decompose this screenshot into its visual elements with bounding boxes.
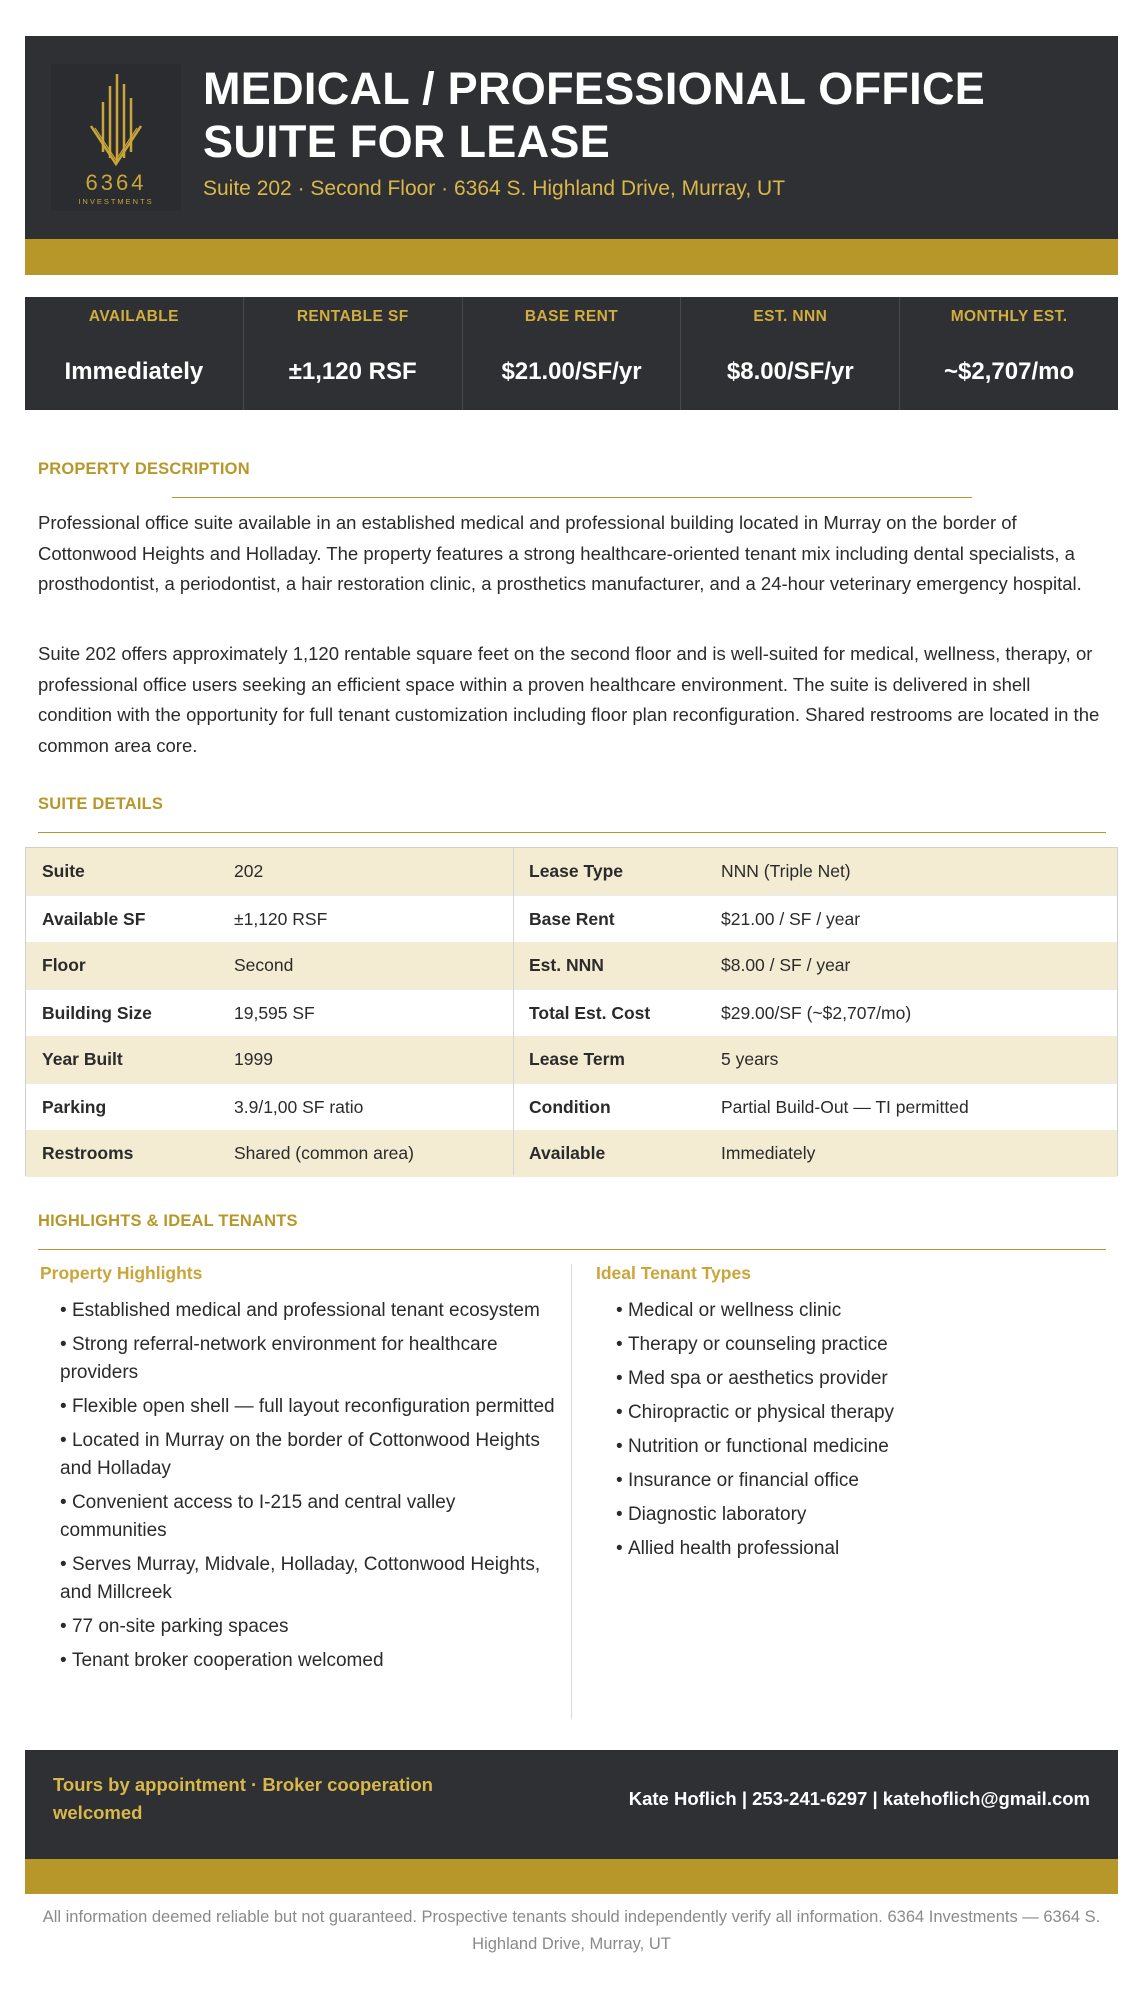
column-divider [571, 1264, 572, 1719]
detail-value: 1999 [234, 1049, 273, 1069]
detail-key: Available SF [42, 909, 146, 929]
section-divider [38, 832, 1106, 833]
table-row [26, 989, 1117, 1038]
header-accent-bar [25, 239, 1118, 275]
contact-info: Kate Hoflich | 253-241-6297 | katehoflich@gmail.com [628, 1788, 1090, 1809]
detail-key: Total Est. Cost [529, 1003, 651, 1023]
detail-key: Restrooms [42, 1143, 134, 1163]
list-item: • Strong referral-network environment for healthcare providers [60, 1331, 562, 1387]
section-heading-description: PROPERTY DESCRIPTION [38, 460, 250, 478]
detail-key: Year Built [42, 1049, 123, 1069]
list-item: • Tenant broker cooperation welcomed [60, 1647, 562, 1675]
detail-value: $29.00/SF (~$2,707/mo) [721, 1003, 912, 1023]
list-item: • Med spa or aesthetics provider [616, 1365, 1096, 1393]
table-row [26, 1036, 1117, 1083]
table-row [26, 942, 1117, 989]
detail-key: Lease Type [529, 861, 624, 881]
detail-value: 3.9/1,00 SF ratio [234, 1097, 364, 1117]
stat-rentable-sf [244, 297, 463, 410]
detail-key: Condition [529, 1097, 611, 1117]
key-stats-bar [25, 297, 1118, 410]
list-item: • Serves Murray, Midvale, Holladay, Cottonwood Heights, and Millcreek [60, 1551, 562, 1607]
detail-key: Building Size [42, 1003, 152, 1023]
detail-key: Lease Term [529, 1049, 625, 1069]
ideal-tenants-list [616, 1297, 1096, 1569]
list-item: • Nutrition or functional medicine [616, 1433, 1096, 1461]
stat-value: $21.00/SF/yr [501, 358, 642, 385]
list-item: • Convenient access to I-215 and central valley communities [60, 1489, 562, 1545]
list-item: • Established medical and professional tenant ecosystem [60, 1297, 562, 1325]
detail-key: Floor [42, 955, 86, 975]
list-item: • Chiropractic or physical therapy [616, 1399, 1096, 1427]
disclaimer: All information deemed reliable but not guaranteed. Prospective tenants should independently verify all information. 6364 Investments — 6364 S. Highland Drive, Murray, UT [42, 1908, 1101, 1953]
detail-value: Partial Build-Out — TI permitted [721, 1097, 969, 1117]
detail-value: Second [234, 955, 294, 975]
section-divider [172, 497, 972, 498]
stat-value: Immediately [64, 358, 204, 385]
logo [51, 64, 181, 211]
stat-label: EST. NNN [753, 308, 828, 325]
stat-value: ±1,120 RSF [288, 358, 417, 385]
highlights-list [60, 1297, 562, 1681]
list-item: • 77 on-site parking spaces [60, 1613, 562, 1641]
detail-value: $21.00 / SF / year [721, 909, 861, 929]
footer-accent-bar [25, 1859, 1118, 1894]
contact-footer [25, 1750, 1118, 1859]
detail-value: Shared (common area) [234, 1143, 414, 1163]
detail-key: Base Rent [529, 909, 615, 929]
page-subtitle: Suite 202 · Second Floor · 6364 S. Highland Drive, Murray, UT [203, 177, 786, 200]
table-row [26, 848, 1117, 895]
list-item: • Therapy or counseling practice [616, 1331, 1096, 1359]
detail-key: Parking [42, 1097, 107, 1117]
highlights-column-title: Property Highlights [40, 1263, 203, 1283]
logo-number: 6364 [85, 170, 147, 195]
section-divider [38, 1249, 1106, 1250]
list-item: • Medical or wellness clinic [616, 1297, 1096, 1325]
stat-label: RENTABLE SF [296, 308, 409, 325]
list-item: • Flexible open shell — full layout reconfiguration permitted [60, 1393, 562, 1421]
stat-label: AVAILABLE [88, 308, 179, 325]
stat-label: MONTHLY EST. [950, 308, 1068, 325]
detail-key: Est. NNN [529, 955, 604, 975]
detail-key: Available [529, 1143, 606, 1163]
list-item: • Insurance or financial office [616, 1467, 1096, 1495]
table-row [26, 1130, 1117, 1177]
detail-value: NNN (Triple Net) [721, 861, 851, 881]
table-row [26, 895, 1117, 944]
list-item: • Allied health professional [616, 1535, 1096, 1563]
detail-value: 5 years [721, 1049, 779, 1069]
detail-key: Suite [42, 861, 85, 881]
section-heading-highlights: HIGHLIGHTS & IDEAL TENANTS [38, 1212, 298, 1230]
tours-note: Tours by appointment · Broker cooperation welcomed [53, 1774, 433, 1823]
building-logo-icon [51, 64, 181, 211]
list-item: • Located in Murray on the border of Cottonwood Heights and Holladay [60, 1427, 562, 1483]
stat-value: ~$2,707/mo [944, 358, 1075, 385]
detail-value: 202 [234, 861, 264, 881]
stat-est-nnn [681, 297, 900, 410]
page-title: MEDICAL / PROFESSIONAL OFFICE SUITE FOR LEASE [203, 63, 986, 167]
detail-value: 19,595 SF [234, 1003, 315, 1023]
stat-label: BASE RENT [524, 308, 619, 325]
logo-word: INVESTMENTS [78, 197, 154, 206]
stat-monthly-est [900, 297, 1118, 410]
stat-value: $8.00/SF/yr [726, 358, 854, 385]
list-item: • Diagnostic laboratory [616, 1501, 1096, 1529]
section-heading-suite-details: SUITE DETAILS [38, 795, 164, 813]
suite-details-table [25, 847, 1118, 1176]
description-paragraph-1: Professional office suite available in an established medical and professional building located in Murray on the border of Cottonwood Heights and Holladay. The property features a strong healthcare-oriented tenant mix including dental specialists, a prosthodontist, a periodontist, a hair restoration clinic, a prosthetics manufacturer, and a 24-hour veterinary emergency hospital. [38, 512, 1082, 594]
description-paragraph-2: Suite 202 offers approximately 1,120 rentable square feet on the second floor and is well-suited for medical, wellness, therapy, or professional office users seeking an efficient space within a proven healthcare environment. The suite is delivered in shell condition with the opportunity for full tenant customization including floor plan reconfiguration. Shared restrooms are located in the common area core. [38, 643, 1100, 756]
table-column-divider [513, 848, 514, 1175]
detail-value: Immediately [721, 1143, 816, 1163]
stat-base-rent [463, 297, 682, 410]
detail-value: ±1,120 RSF [234, 909, 328, 929]
table-row [26, 1083, 1117, 1132]
detail-value: $8.00 / SF / year [721, 955, 851, 975]
ideal-tenants-column-title: Ideal Tenant Types [596, 1263, 751, 1283]
stat-available [25, 297, 244, 410]
header-banner [25, 36, 1118, 239]
